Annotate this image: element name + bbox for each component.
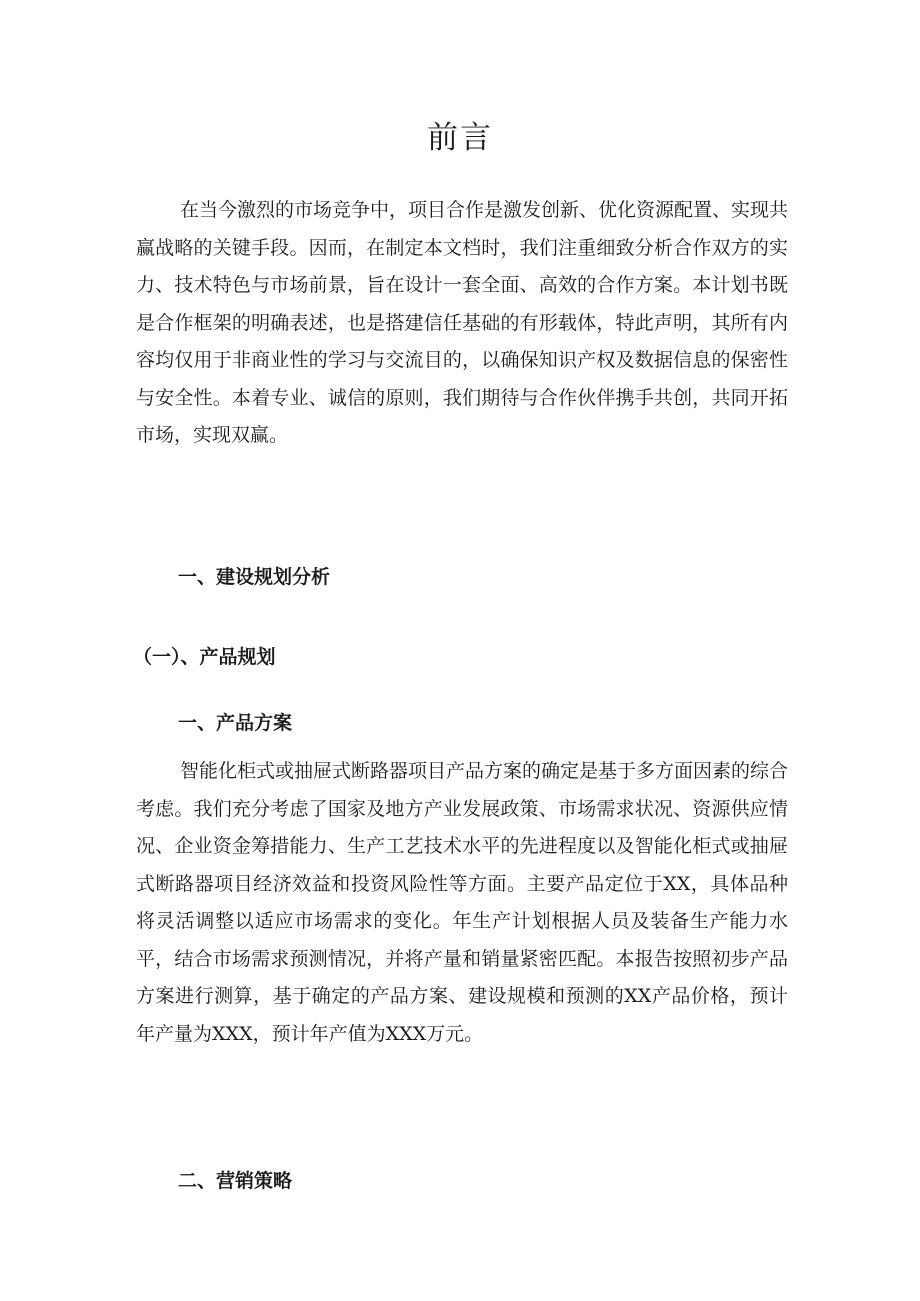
page-title: 前言 — [427, 120, 493, 156]
section-heading: 一、建设规划分析 — [178, 566, 331, 588]
product-plan-paragraph: 智能化柜式或抽屉式断路器项目产品方案的确定是基于多方面因素的综合考虑。我们充分考虑了国家及地方产业发展政策、市场需求状况、资源供应情况、企业资金筹措能力、生产工艺技术水平的先进程度以及智能化柜式或抽屉式断路器项目经济效益和投资风险性等方面。主要产品定位于XX，具体品种将灵活调整以适应市场需求的变化。年生产计划根据人员及装备生产能力水平，结合市场需求预测情况，并将产量和销量紧密匹配。本报告按照初步产品方案进行测算，基于确定的产品方案、建设规模和预测的XX产品价格，预计年产量为XXX，预计年产值为XXX万元。 — [136, 760, 789, 1045]
item-heading-marketing-strategy: 二、营销策略 — [178, 1170, 293, 1192]
intro-paragraph: 在当今激烈的市场竞争中，项目合作是激发创新、优化资源配置、实现共赢战略的关键手段。因而，在制定本文档时，我们注重细致分析合作双方的实力、技术特色与市场前景，旨在设计一套全面、高效的合作方案。本计划书既是合作框架的明确表述，也是搭建信任基础的有形载体，特此声明，其所有内容均仅用于非商业性的学习与交流目的，以确保知识产权及数据信息的保密性与安全性。本着专业、诚信的原则，我们期待与合作伙伴携手共创，共同开拓市场，实现双赢。 — [136, 199, 789, 446]
item-heading-product-plan: 一、产品方案 — [178, 712, 293, 734]
subsection-heading: （一）、产品规划 — [133, 646, 276, 668]
